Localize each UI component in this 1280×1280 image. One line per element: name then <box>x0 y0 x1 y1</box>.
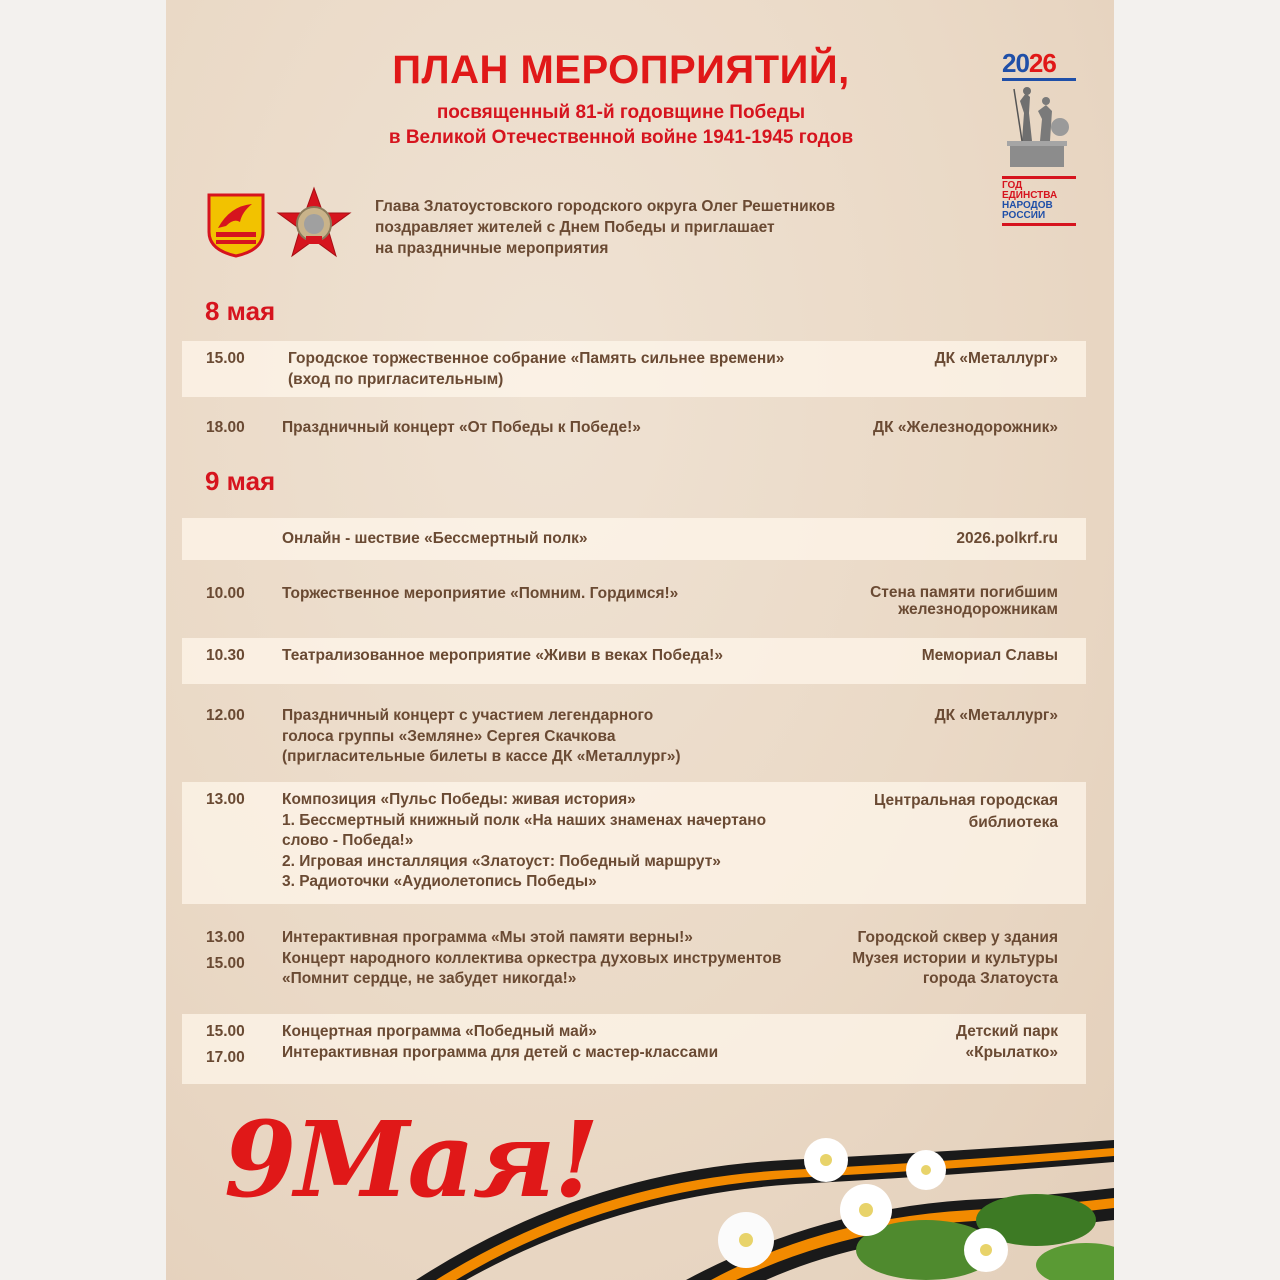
logo-line3: НАРОДОВ <box>1002 200 1053 211</box>
logo-line2: ЕДИНСТВА <box>1002 190 1058 201</box>
event-row: 10.30 Театрализованное мероприятие «Живи в веках Победа!» Мемориал Славы <box>182 638 1086 684</box>
logo-line4: РОССИИ <box>1002 210 1046 221</box>
city-emblem-icon <box>206 192 266 258</box>
order-star-icon <box>276 186 352 258</box>
poster-title: ПЛАН МЕРОПРИЯТИЙ, <box>392 48 850 92</box>
victory-day-script: 9Мая! <box>224 1098 598 1221</box>
logo-line1: ГОД <box>1002 180 1023 191</box>
event-row: 12.00 Праздничный концерт с участием легендарного голоса группы «Земляне» Сергея Скачкова (пригласительные билеты в кассе ДК «Металлург») ДК «Металлург» <box>206 707 1058 765</box>
event-row: 13.00 Композиция «Пульс Победы: живая история» 1. Бессмертный книжный полк «На наших знаменах начертано слово - Победа!» 2. Игровая инсталляция «Златоуст: Победный маршрут» 3. Радиоточки «Аудиолетопись Победы» Центральная городская библиотека <box>182 782 1086 904</box>
event-row: 15.00 17.00 Концертная программа «Победный май» Интерактивная программа для детей с мастер-классами Детский парк «Крылатко» <box>182 1014 1086 1084</box>
poster <box>166 0 1114 1280</box>
poster-subtitle-line1: посвященный 81-й годовщине Победы <box>436 102 806 123</box>
poster-subtitle-line2: в Великой Отечественной войне 1941-1945 годов <box>388 127 854 148</box>
year-of-unity-logo <box>1002 48 1076 221</box>
monument-icon <box>1002 83 1072 169</box>
day-heading-8-may: 8 мая <box>205 296 276 326</box>
event-row: 13.00 15.00 Интерактивная программа «Мы этой памяти верны!» Концерт народного коллектива оркестра духовых инструментов «Помнит сердце, не забудет никогда!» Городской сквер у здания Музея истории и культуры города Златоуста <box>206 929 1058 987</box>
event-row: 15.00 Городское торжественное собрание «Память сильнее времени» (вход по пригласительным) ДК «Металлург» <box>182 341 1086 397</box>
year-number: 2026 <box>1002 48 1056 78</box>
greeting-text: Глава Златоустовского городского округа Олег Решетников поздравляет жителей с Днем Победы и приглашает на праздничные мероприятия <box>375 198 836 257</box>
event-row: 18.00 Праздничный концерт «От Победы к Победе!» ДК «Железнодорожник» <box>206 419 1058 436</box>
event-row: Онлайн - шествие «Бессмертный полк» 2026.polkrf.ru <box>182 518 1086 560</box>
event-row: 10.00 Торжественное мероприятие «Помним. Гордимся!» Стена памяти погибшим железнодорожникам <box>206 584 1058 618</box>
day-heading-9-may: 9 мая <box>205 466 276 496</box>
